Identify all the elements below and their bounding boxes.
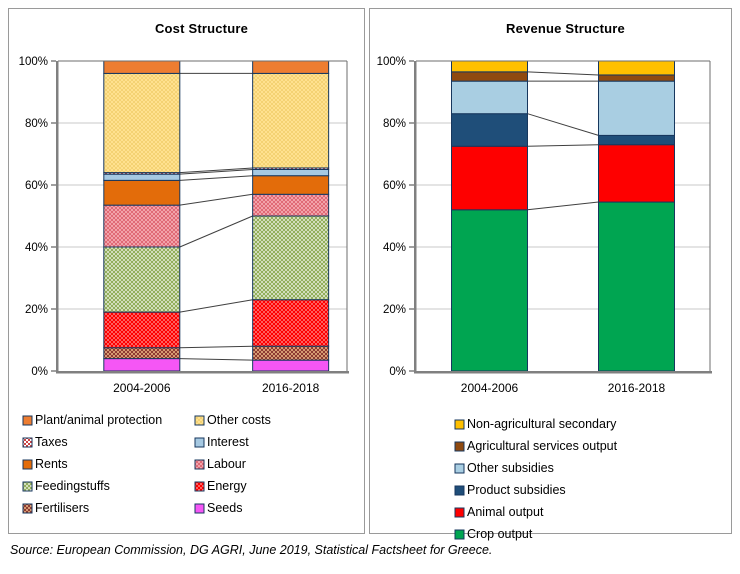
legend-swatch <box>194 437 205 448</box>
legend-item <box>454 501 617 523</box>
segment-Product subsidies <box>599 135 675 144</box>
segment-Rents <box>104 180 180 205</box>
segment-Labour <box>253 194 329 216</box>
segment-Other costs <box>104 73 180 172</box>
legend-swatch <box>22 481 33 492</box>
segment-Agricultural services output <box>452 72 528 81</box>
legend-swatch <box>454 485 465 496</box>
y-tick-label: 100% <box>18 56 48 68</box>
legend-label: Other subsidies <box>467 461 554 475</box>
legend-swatch <box>194 459 205 470</box>
y-tick-label: 0% <box>389 366 406 378</box>
legend-label: Feedingstuffs <box>35 479 110 493</box>
cost-legend <box>22 409 271 519</box>
segment-Seeds <box>104 359 180 371</box>
legend-label: Energy <box>207 479 247 493</box>
cost-structure-panel <box>8 8 365 534</box>
legend-item <box>194 409 271 431</box>
legend-item <box>454 435 617 457</box>
segment-Plant/animal protection <box>104 61 180 73</box>
segment-Crop output <box>452 210 528 371</box>
x-category-label: 2016-2018 <box>261 381 320 395</box>
legend-label: Interest <box>207 435 249 449</box>
x-axis-line <box>56 371 349 374</box>
segment-Product subsidies <box>452 114 528 147</box>
segment-Animal output <box>599 145 675 202</box>
legend-label: Fertilisers <box>35 501 90 515</box>
revenue-chart-title: Revenue Structure <box>506 21 625 36</box>
legend-label: Labour <box>207 457 246 471</box>
segment-Agricultural services output <box>599 75 675 81</box>
segment-Feedingstuffs <box>104 247 180 312</box>
legend-label: Other costs <box>207 413 271 427</box>
revenue-structure-chart <box>370 49 732 401</box>
y-tick-label: 100% <box>376 56 406 68</box>
y-tick-label: 80% <box>382 118 406 130</box>
connector-bands <box>528 72 599 210</box>
legend-swatch <box>454 419 465 430</box>
segment-Other subsidies <box>599 81 675 135</box>
legend-label: Crop output <box>467 527 533 541</box>
legend-label: Animal output <box>467 505 544 519</box>
segment-Fertilisers <box>253 346 329 360</box>
legend-swatch <box>454 463 465 474</box>
legend-item <box>454 479 617 501</box>
legend-item <box>22 497 194 519</box>
legend-swatch <box>194 415 205 426</box>
legend-item <box>454 457 617 479</box>
segment-Non-agricultural secondary <box>452 61 528 72</box>
legend-swatch <box>454 529 465 540</box>
legend-item <box>194 497 271 519</box>
legend-label: Taxes <box>35 435 68 449</box>
bar-2016-2018 <box>253 61 329 371</box>
legend-label: Product subsidies <box>467 483 566 497</box>
connector-bands <box>180 73 253 360</box>
y-axis-line <box>414 61 417 371</box>
legend-label: Plant/animal protection <box>35 413 163 427</box>
legend-swatch <box>22 437 33 448</box>
cost-chart-title: Cost Structure <box>154 21 249 36</box>
segment-Animal output <box>452 146 528 210</box>
legend-item <box>194 453 271 475</box>
legend-label: Non-agricultural secondary <box>467 417 617 431</box>
legend-item <box>194 475 271 497</box>
legend-label: Rents <box>35 457 68 471</box>
legend-item <box>22 453 194 475</box>
x-category-label: 2004-2006 <box>460 381 519 395</box>
y-axis-line <box>56 61 59 371</box>
legend-item <box>454 523 617 545</box>
x-category-label: 2016-2018 <box>607 381 666 395</box>
y-tick-label: 80% <box>24 118 48 130</box>
segment-Other costs <box>253 73 329 168</box>
legend-item <box>22 475 194 497</box>
segment-Labour <box>104 205 180 247</box>
y-tick-label: 60% <box>382 180 406 192</box>
legend-swatch <box>22 415 33 426</box>
y-tick-label: 40% <box>382 242 406 254</box>
legend-label: Seeds <box>207 501 243 515</box>
segment-Seeds <box>253 360 329 371</box>
segment-Rents <box>253 176 329 195</box>
segment-Interest <box>253 170 329 176</box>
legend-swatch <box>194 481 205 492</box>
segment-Energy <box>104 312 180 348</box>
segment-Non-agricultural secondary <box>599 61 675 75</box>
y-tick-label: 40% <box>24 242 48 254</box>
bar-2004-2006 <box>452 61 528 371</box>
bar-2004-2006 <box>104 61 180 371</box>
segment-Feedingstuffs <box>253 216 329 300</box>
legend-swatch <box>22 459 33 470</box>
y-tick-label: 0% <box>31 366 48 378</box>
segment-Plant/animal protection <box>253 61 329 73</box>
legend-item <box>454 413 617 435</box>
revenue-legend <box>454 413 617 545</box>
cost-structure-chart <box>9 49 364 401</box>
legend-item <box>194 431 271 453</box>
segment-Other subsidies <box>452 81 528 114</box>
legend-swatch <box>194 503 205 514</box>
segment-Energy <box>253 300 329 347</box>
x-category-label: 2004-2006 <box>113 381 171 395</box>
legend-swatch <box>22 503 33 514</box>
y-tick-label: 60% <box>24 180 48 192</box>
segment-Crop output <box>599 202 675 371</box>
legend-swatch <box>454 441 465 452</box>
legend-item <box>22 431 194 453</box>
source-note: Source: European Commission, DG AGRI, June 2019, Statistical Factsheet for Greece. <box>10 543 493 557</box>
legend-label: Agricultural services output <box>467 439 618 453</box>
y-tick-label: 20% <box>382 304 406 316</box>
revenue-structure-panel <box>369 8 732 541</box>
segment-Interest <box>104 174 180 180</box>
x-axis-line <box>414 371 712 374</box>
legend-swatch <box>454 507 465 518</box>
bar-2016-2018 <box>599 61 675 371</box>
segment-Fertilisers <box>104 348 180 359</box>
y-tick-label: 20% <box>24 304 48 316</box>
legend-item <box>22 409 194 431</box>
